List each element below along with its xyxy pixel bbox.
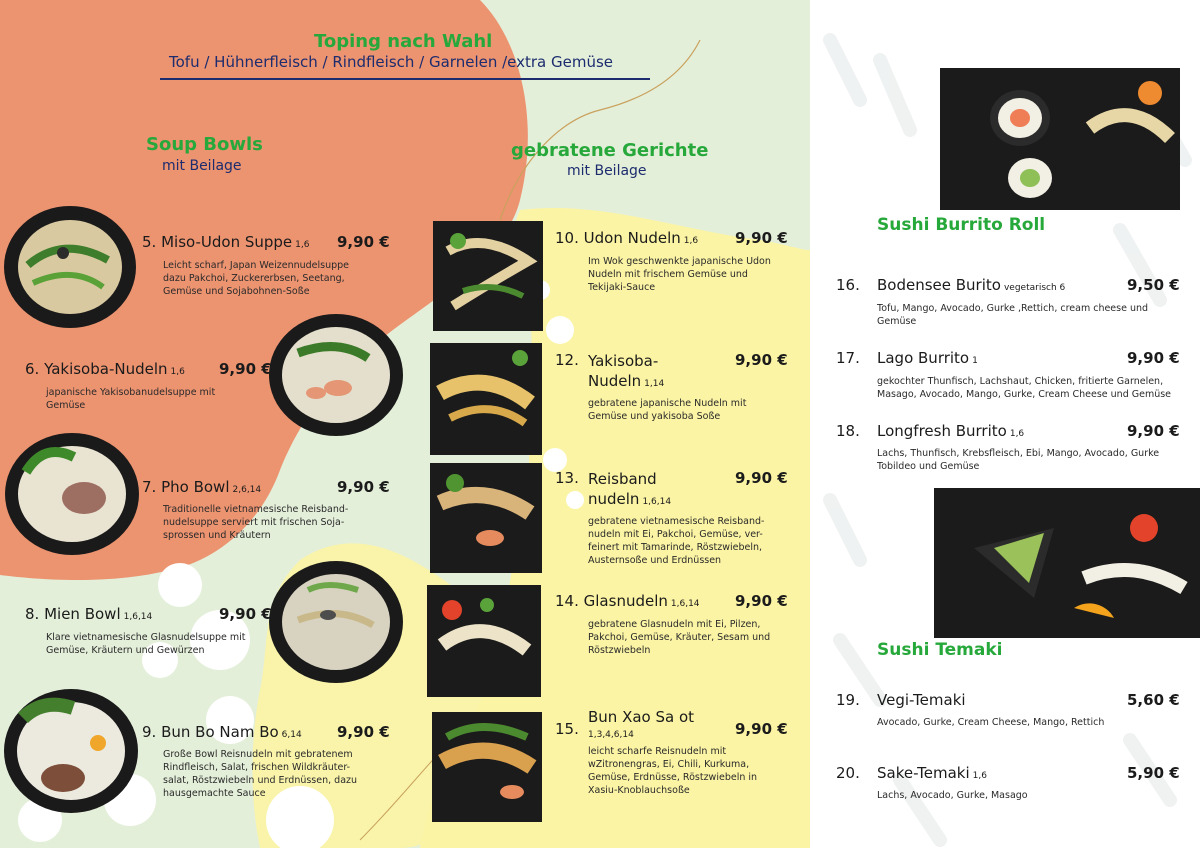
menu-item-16-desc: Tofu, Mango, Avocado, Gurke ,Rettich, cream cheese und Gemüse [877, 303, 1149, 327]
menu-item-12-number: 12. [555, 351, 579, 369]
menu-item-13-number: 13. [555, 469, 579, 487]
plate-photo-glasnudeln [427, 585, 541, 697]
menu-item-17-price: 9,90 € [1127, 349, 1180, 367]
bowl-photo-mien [268, 560, 404, 684]
menu-item-14-name: 14. Glasnudeln 1,6,14 [555, 592, 700, 610]
menu-item-20-desc: Lachs, Avocado, Gurke, Masago [877, 790, 1028, 801]
temaki-section-title: Sushi Temaki [877, 640, 1003, 660]
menu-item-7-price: 9,90 € [337, 478, 390, 496]
menu-item-6-price: 9,90 € [219, 360, 272, 378]
photo-sushi-burrito [940, 68, 1180, 210]
menu-item-9-desc: Große Bowl Reisnudeln mit gebratenem Rindfleisch, Salat, frischen Wildkräuter- salat, Röstzwiebeln und Erdnüssen, dazu hausgemachte Sauce [163, 749, 358, 799]
menu-item-17-number: 17. [836, 349, 860, 367]
menu-item-5-price: 9,90 € [337, 233, 390, 251]
menu-item-10-desc: Im Wok geschwenkte japanische Udon Nudeln mit frischem Gemüse und Tekijaki-Sauce [588, 256, 771, 293]
fried-section-subtitle: mit Beilage [567, 163, 647, 179]
menu-item-13-name: Reisband nudeln 1,6,14 [588, 470, 672, 508]
menu-item-8-desc: Klare vietnamesische Glasnudelsuppe mit Gemüse, Kräutern und Gewürzen [46, 632, 246, 656]
menu-item-15-number: 15. [555, 720, 579, 738]
menu-item-18-name: Longfresh Burrito 1,6 [877, 422, 1025, 440]
menu-item-13-desc: gebratene vietnamesische Reisband- nudeln mit Ei, Pakchoi, Gemüse, ver- feinert mit Tamarinde, Röstzwiebeln, Austernsoße und Erdnüssen [588, 516, 765, 566]
menu-item-19-number: 19. [836, 691, 860, 709]
bowl-photo-bun-bo [3, 688, 139, 814]
menu-item-14-desc: gebratene Glasnudeln mit Ei, Pilzen, Pakchoi, Gemüse, Kräuter, Sesam und Röstzwiebeln [588, 619, 771, 656]
topping-options: Tofu / Hühnerfleisch / Rindfleisch / Garnelen /extra Gemüse [169, 53, 614, 71]
menu-item-8-name: 8. Mien Bowl 1,6,14 [25, 605, 153, 623]
menu-item-7-desc: Traditionelle vietnamesische Reisband- nudelsuppe serviert mit frischen Soja- sprossen und Kräutern [163, 504, 349, 541]
menu-item-12-name: Yakisoba- Nudeln 1,14 [588, 352, 665, 390]
menu-item-6-name: 6. Yakisoba-Nudeln 1,6 [25, 360, 185, 378]
menu-item-16-number: 16. [836, 276, 860, 294]
plate-photo-udon [433, 221, 543, 331]
menu-item-19-name: Vegi-Temaki [877, 691, 966, 709]
menu-item-12-price: 9,90 € [735, 351, 788, 369]
fried-section-title: gebratene Gerichte [511, 140, 709, 161]
menu-item-5-desc: Leicht scharf, Japan Weizennudelsuppe dazu Pakchoi, Zuckererbsen, Seetang, Gemüse und Sojabohnen-Soße [163, 260, 350, 297]
menu-item-13-price: 9,90 € [735, 469, 788, 487]
menu-item-17-name: Lago Burrito 1 [877, 349, 978, 367]
photo-sushi-temaki [934, 488, 1200, 638]
menu-item-18-price: 9,90 € [1127, 422, 1180, 440]
menu-item-16-price: 9,50 € [1127, 276, 1180, 294]
menu-item-15-price: 9,90 € [735, 720, 788, 738]
menu-item-20-price: 5,90 € [1127, 764, 1180, 782]
menu-item-10-price: 9,90 € [735, 229, 788, 247]
menu-item-15-name: Bun Xao Sa ot 1,3,4,6,14 [588, 708, 695, 740]
menu-item-14-price: 9,90 € [735, 592, 788, 610]
menu-item-20-name: Sake-Temaki 1,6 [877, 764, 987, 782]
plate-photo-yakisoba [430, 343, 542, 455]
menu-item-19-desc: Avocado, Gurke, Cream Cheese, Mango, Rettich [877, 717, 1105, 728]
menu-item-10-name: 10. Udon Nudeln 1,6 [555, 229, 699, 247]
plate-photo-reisband [430, 463, 542, 573]
menu-item-5-name: 5. Miso-Udon Suppe 1,6 [142, 233, 310, 251]
menu-item-7-name: 7. Pho Bowl 2,6,14 [142, 478, 262, 496]
topping-title: Toping nach Wahl [314, 31, 493, 52]
topping-divider [160, 78, 650, 80]
soup-section-subtitle: mit Beilage [162, 158, 242, 174]
menu-item-18-number: 18. [836, 422, 860, 440]
soup-section-title: Soup Bowls [146, 134, 263, 155]
menu-item-9-name: 9. Bun Bo Nam Bo 6,14 [142, 723, 302, 741]
menu-item-6-desc: japanische Yakisobanudelsuppe mit Gemüse [46, 387, 216, 411]
menu-item-18-desc: Lachs, Thunfisch, Krebsfleisch, Ebi, Mango, Avocado, Gurke Tobildeo und Gemüse [877, 448, 1160, 472]
menu-item-17-desc: gekochter Thunfisch, Lachshaut, Chicken, fritierte Garnelen, Masago, Avocado, Mango, Gurke, Cream Cheese und Gemüse [877, 376, 1172, 400]
menu-item-19-price: 5,60 € [1127, 691, 1180, 709]
burrito-section-title: Sushi Burrito Roll [877, 215, 1046, 235]
plate-photo-bun-xao [432, 712, 542, 822]
menu-item-9-price: 9,90 € [337, 723, 390, 741]
bowl-photo-pho [4, 432, 140, 556]
bowl-photo-miso-udon [3, 205, 137, 329]
menu-item-8-price: 9,90 € [219, 605, 272, 623]
menu-item-16-name: Bodensee Burito vegetarisch 6 [877, 276, 1066, 294]
menu-item-15-desc: leicht scharfe Reisnudeln mit wZitronengras, Ei, Chili, Kurkuma, Gemüse, Erdnüsse, Röstzwiebeln in Xasiu-Knoblauchsoße [588, 746, 758, 796]
menu-item-12-desc: gebratene japanische Nudeln mit Gemüse und yakisoba Soße [588, 398, 747, 422]
menu-item-20-number: 20. [836, 764, 860, 782]
bowl-photo-yakisoba [268, 313, 404, 437]
